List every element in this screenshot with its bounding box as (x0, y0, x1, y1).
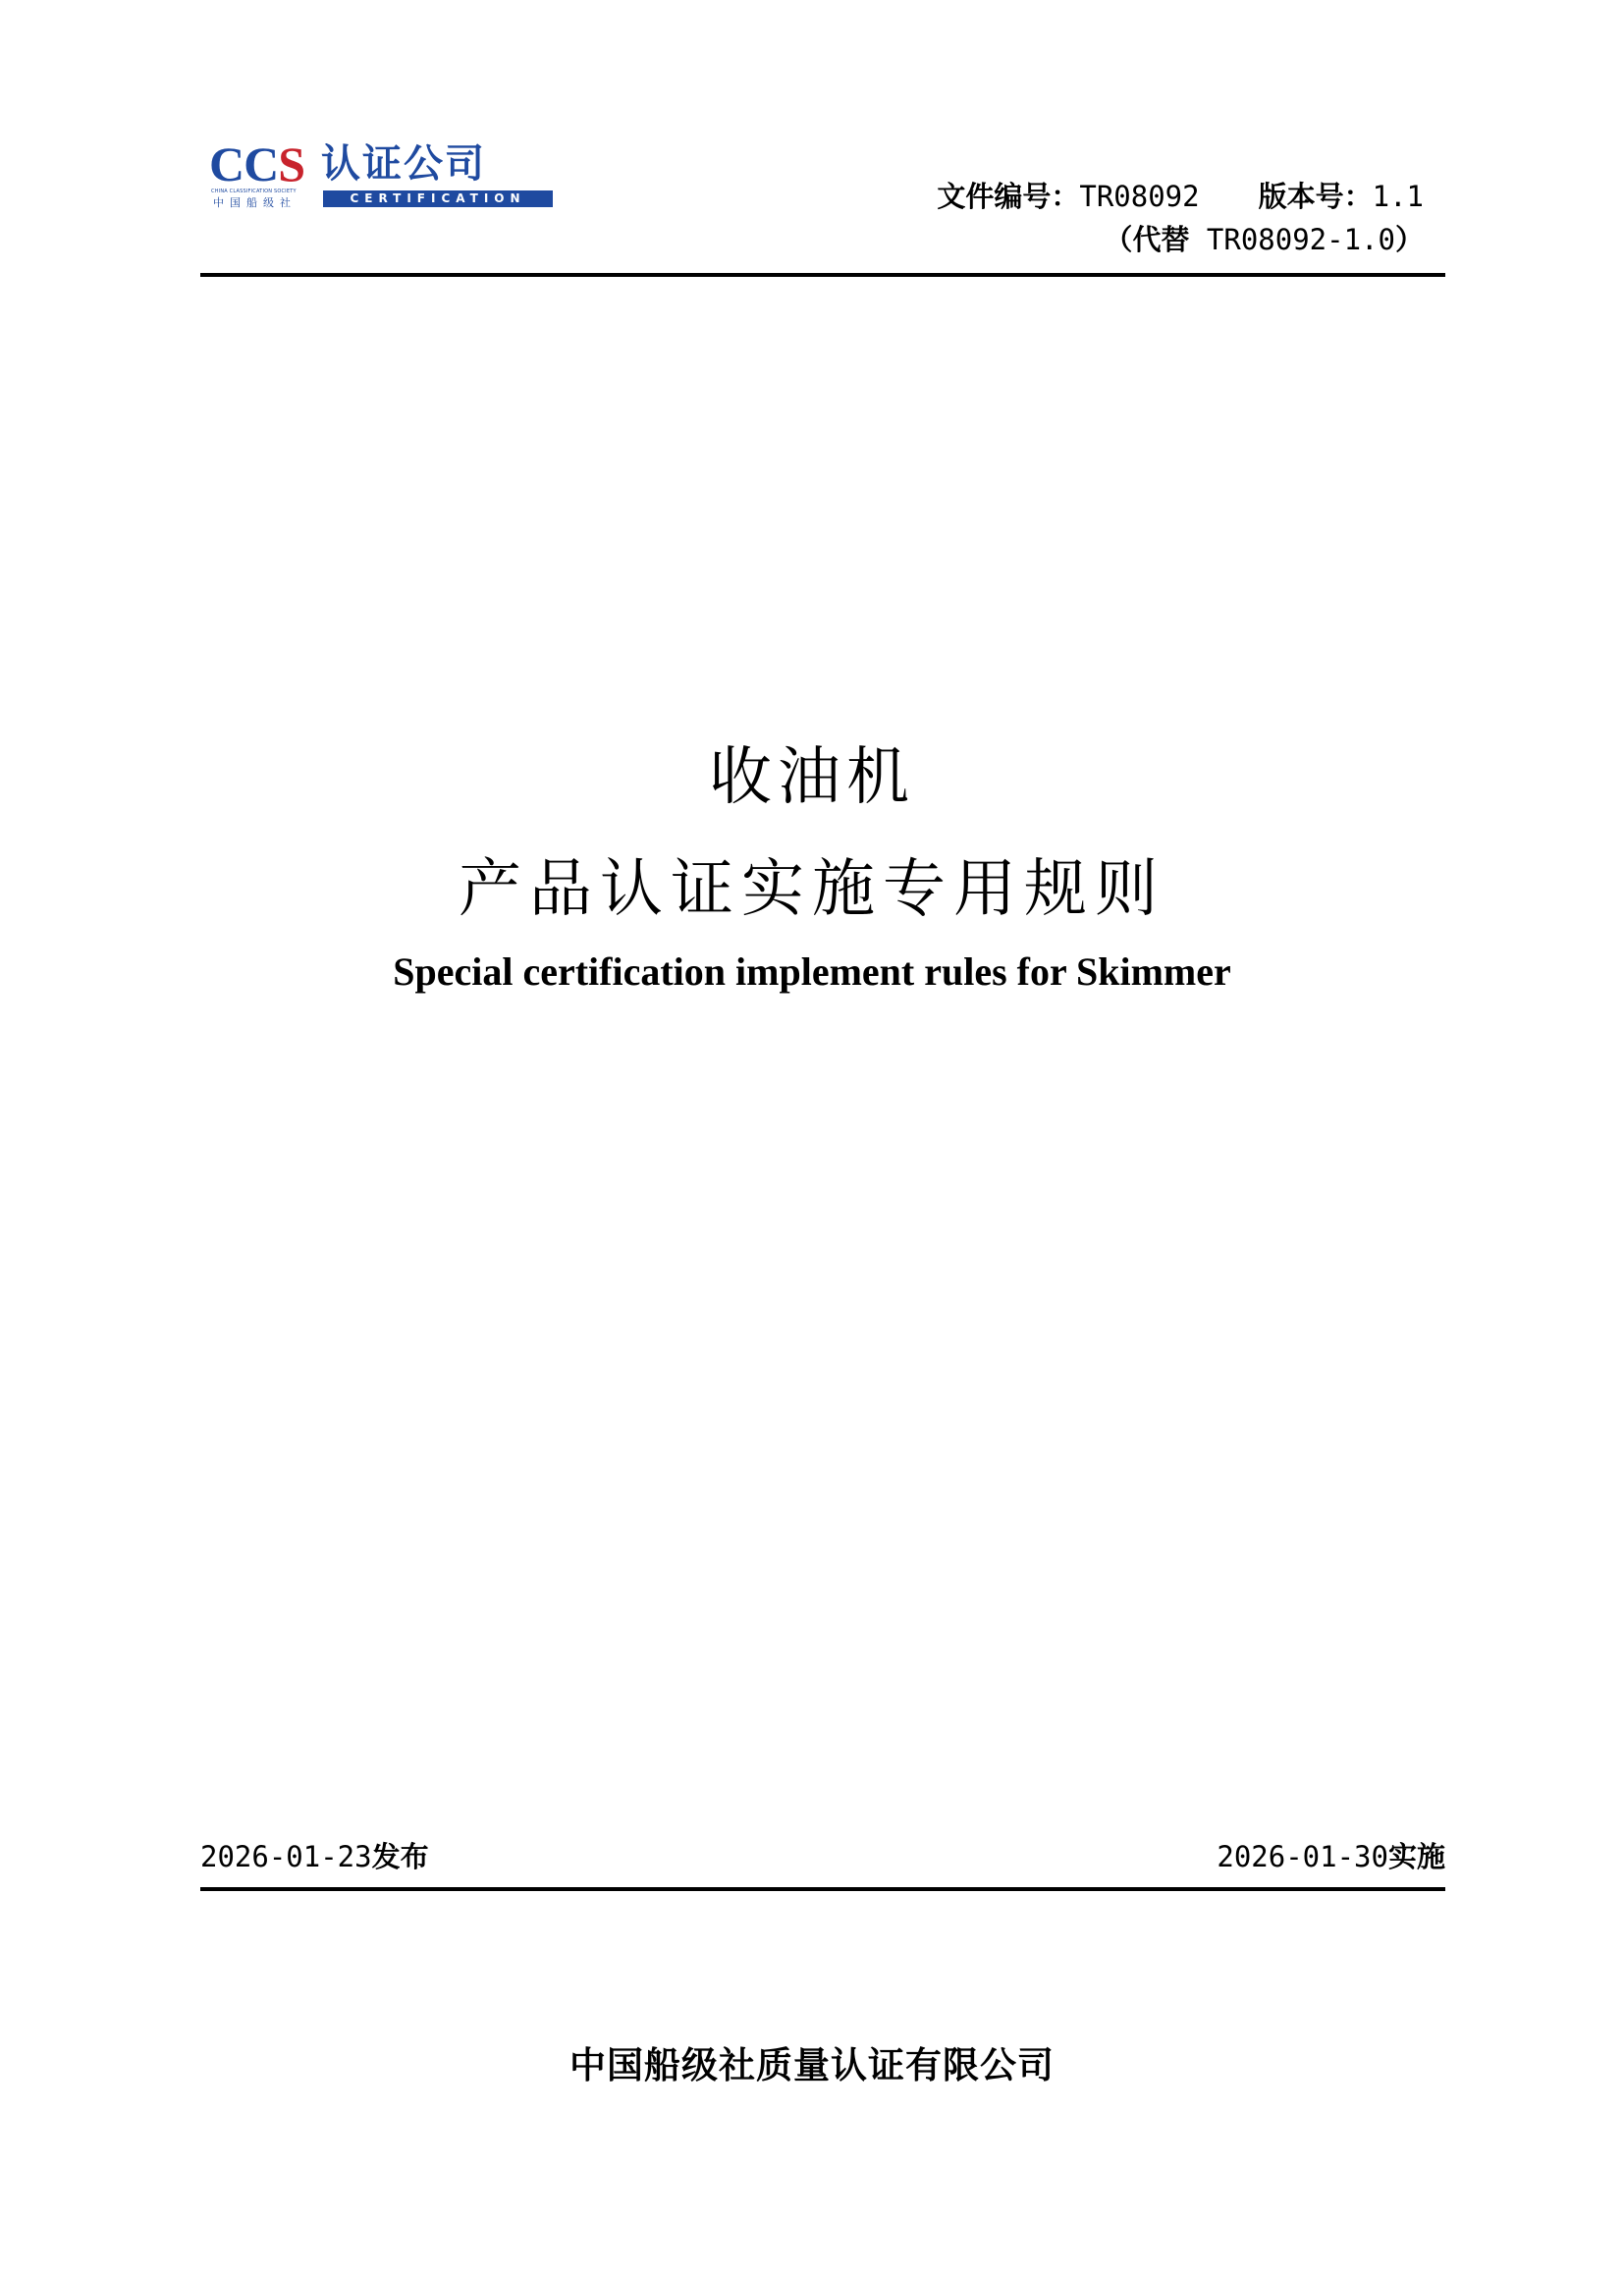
effective-label: 实施 (1387, 1840, 1445, 1873)
document-title-line2: 产品认证实施专用规则 (459, 853, 1165, 926)
document-title-line1: 收油机 (709, 741, 915, 814)
ccs-certification-logo (209, 136, 553, 216)
doc-number-label: 文件编号： (937, 180, 1080, 213)
replaces-label: 代替 (1132, 223, 1190, 256)
logo-certification-cn: 认证公司 (321, 141, 486, 187)
document-info (937, 175, 1424, 261)
effective-date: 2026-01-30 (1217, 1840, 1388, 1873)
logo-society-en: CHINA CLASSIFICATION SOCIETY (211, 189, 297, 194)
document-title-english: Special certification implement rules for Skimmer (393, 949, 1231, 994)
dates-row (200, 1834, 1445, 1879)
publish-date-block (200, 1834, 429, 1879)
publish-date: 2026-01-23 (200, 1840, 372, 1873)
replaces-paren-open: （ (1104, 223, 1133, 256)
version-number: 1.1 (1372, 180, 1424, 213)
replaces-doc: TR08092-1.0 (1206, 223, 1395, 256)
publisher-name: 中国船级社质量认证有限公司 (569, 2044, 1055, 2086)
doc-number: TR08092 (1079, 180, 1200, 213)
logo-certification-en: CERTIFICATION (323, 190, 553, 207)
logo-ccs-wordmark: CCS (209, 136, 305, 191)
header-divider (200, 273, 1445, 277)
logo-society-cn: 中国船级社 (213, 196, 297, 209)
doc-number-row (937, 175, 1424, 218)
replaces-row (937, 218, 1424, 261)
footer-divider (200, 1887, 1445, 1891)
publish-label: 发布 (371, 1840, 429, 1873)
replaces-paren-close: ） (1394, 223, 1424, 256)
effective-date-block (1217, 1834, 1445, 1879)
version-label: 版本号： (1258, 180, 1373, 213)
